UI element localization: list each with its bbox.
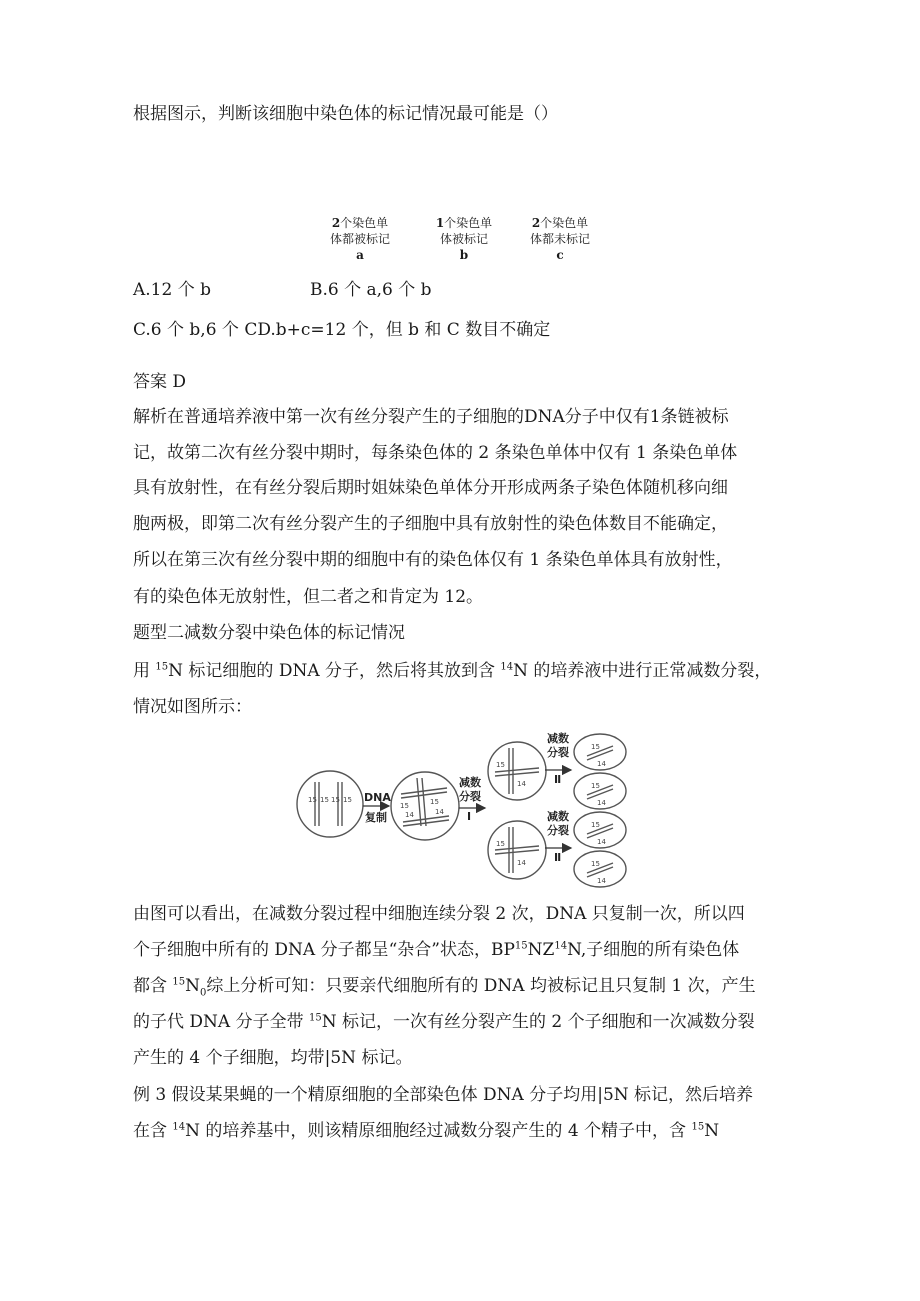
meiosis2-top-label-c: Ⅱ <box>554 773 562 786</box>
conclusion-line-5: 产生的 4 个子细胞，均带|5N 标记。 <box>133 1048 413 1068</box>
question-text: 根据图示，判断该细胞中染色体的标记情况最可能是（） <box>133 104 558 124</box>
svg-text:15: 15 <box>591 860 600 868</box>
svg-text:15: 15 <box>430 798 439 806</box>
conclusion-line-2: 个子细胞中所有的 DNA 分子都呈“杂合”状态，BP$^{15}$NZ$^{14}$N,子细胞的所有染色体 <box>133 940 740 960</box>
svg-text:14: 14 <box>517 859 526 867</box>
svg-text:15: 15 <box>496 840 505 848</box>
analysis-line-2: 记，故第二次有丝分裂中期时，每条染色体的 2 条染色单体中仅有 1 条染色单体 <box>133 443 738 463</box>
conclusion-line-4: 的子代 DNA 分子全带 $^{15}$N 标记，一次有丝分裂产生的 2 个子细胞和一次减数分裂 <box>133 1012 755 1032</box>
option-b: B.6 个 a,6 个 b <box>310 280 432 300</box>
dna-label: DNA <box>364 791 391 804</box>
example-line-1: 例 3 假设某果蝇的一个精原细胞的全部染色体 DNA 分子均用|5N 标记，然后培养 <box>133 1085 754 1105</box>
svg-text:15: 15 <box>308 796 317 804</box>
svg-text:15: 15 <box>591 821 600 829</box>
svg-text:14: 14 <box>405 811 414 819</box>
meiosis1-label-c: Ⅰ <box>467 810 472 823</box>
parent-cell <box>297 771 363 837</box>
meiosis2-top-label-b: 分裂 <box>547 746 569 759</box>
svg-text:14: 14 <box>597 760 606 768</box>
dna-sub-label: 复制 <box>365 811 387 824</box>
svg-text:14: 14 <box>597 838 606 846</box>
svg-text:15: 15 <box>496 761 505 769</box>
svg-text:14: 14 <box>597 877 606 885</box>
svg-text:15: 15 <box>320 796 329 804</box>
svg-text:15: 15 <box>591 743 600 751</box>
intro-line-1: 用 $^{15}$N 标记细胞的 DNA 分子，然后将其放到含 $^{14}$N 的培养液中进行正常减数分裂， <box>133 661 772 681</box>
figure1-label-c: 2个染色单 体都未标记 c <box>529 216 590 262</box>
meiosis-diagram <box>295 722 635 892</box>
daughter-cell-top <box>488 742 546 800</box>
conclusion-line-1: 由图可以看出，在减数分裂过程中细胞连续分裂 2 次，DNA 只复制一次，所以四 <box>133 904 745 924</box>
analysis-line-6: 有的染色体无放射性，但二者之和肯定为 12。 <box>133 587 484 607</box>
meiosis2-bottom-label-b: 分裂 <box>547 824 569 837</box>
analysis-line-3: 具有放射性，在有丝分裂后期时姐妹染色单体分开形成两条子染色体随机移向细 <box>133 478 728 498</box>
analysis-line-5: 所以在第三次有丝分裂中期的细胞中有的染色体仅有 1 条染色单体具有放射性， <box>133 550 733 570</box>
meiosis1-label-b: 分裂 <box>459 790 481 803</box>
svg-text:14: 14 <box>435 808 444 816</box>
analysis-line-1: 解析在普通培养液中第一次有丝分裂产生的子细胞的DNA分子中仅有1条链被标 <box>133 407 729 427</box>
conclusion-line-3: 都含 $^{15}N_0$综上分析可知：只要亲代细胞所有的 DNA 均被标记且只复制 1 次，产生 <box>133 976 756 999</box>
meiosis2-bottom-label-a: 减数 <box>547 810 569 823</box>
svg-text:15: 15 <box>591 782 600 790</box>
meiosis2-bottom-label-c: Ⅱ <box>554 851 562 864</box>
intro-line-2: 情况如图所示： <box>133 697 252 717</box>
option-cd: C.6 个 b,6 个 CD.b+c=12 个，但 b 和 C 数目不确定 <box>133 320 551 340</box>
section-title: 题型二减数分裂中染色体的标记情况 <box>133 623 405 643</box>
meiosis1-label-a: 减数 <box>459 776 481 789</box>
svg-text:15: 15 <box>343 796 352 804</box>
answer-text: 答案 D <box>133 372 187 392</box>
analysis-line-4: 胞两极，即第二次有丝分裂产生的子细胞中具有放射性的染色体数目不能确定， <box>133 514 728 534</box>
meiosis2-top-label-a: 减数 <box>547 732 569 745</box>
svg-text:14: 14 <box>517 780 526 788</box>
svg-text:15: 15 <box>400 802 409 810</box>
figure1-label-b: 1个染色单 体被标记 b <box>435 216 493 262</box>
svg-text:15: 15 <box>331 796 340 804</box>
option-a: A.12 个 b <box>133 280 212 300</box>
svg-text:14: 14 <box>597 799 606 807</box>
figure1-label-a: 2个染色单 体都被标记 a <box>329 216 390 262</box>
example-line-2: 在含 $^{14}$N 的培养基中，则该精原细胞经过减数分裂产生的 4 个精子中，含 $^{15}$N <box>133 1121 720 1141</box>
